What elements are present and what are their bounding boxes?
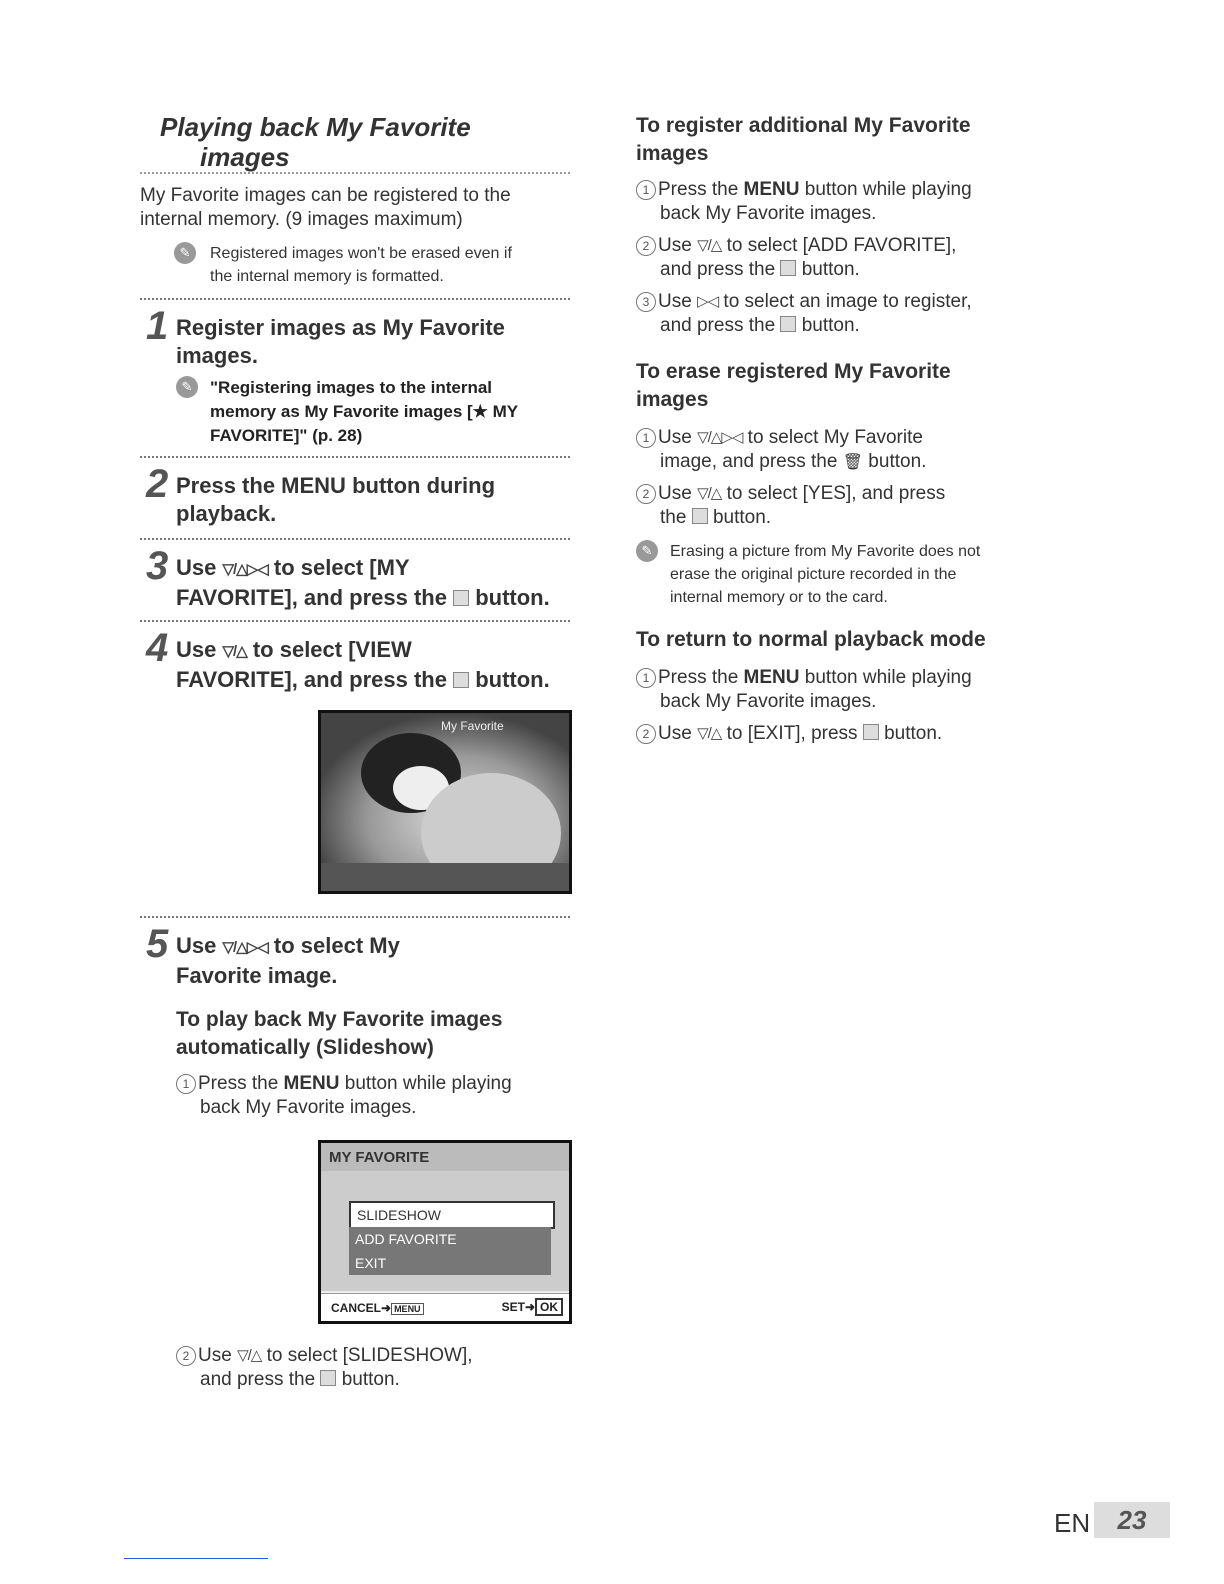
circled-number: 2 xyxy=(636,724,656,744)
step-number: 5 xyxy=(146,922,169,966)
menu-key: MENU xyxy=(283,1073,340,1094)
ok-button-icon xyxy=(692,508,708,524)
circled-number: 2 xyxy=(636,236,656,256)
text: to select [VIEW xyxy=(246,637,412,662)
step2-text xyxy=(176,472,495,528)
intro-line: internal memory. (9 images maximum) xyxy=(140,209,463,230)
menu-title-bar xyxy=(321,1143,569,1171)
note-line: Erasing a picture from My Favorite does not xyxy=(670,543,981,560)
register-heading xyxy=(636,112,971,168)
section-title-line2: images xyxy=(140,142,570,174)
set-label: SET➜ OK xyxy=(502,1300,563,1314)
text: button. xyxy=(796,315,860,336)
circled-number: 2 xyxy=(636,484,656,504)
divider xyxy=(140,620,570,622)
circled-number: 1 xyxy=(636,668,656,688)
circled-number: 3 xyxy=(636,292,656,312)
step3-text xyxy=(176,554,550,612)
text: button while playing xyxy=(799,179,972,200)
divider xyxy=(140,538,570,540)
text: button. xyxy=(336,1369,400,1390)
ref-line: FAVORITE]" (p. 28) xyxy=(210,426,363,445)
step-line: playback. xyxy=(176,501,277,526)
step-number: 4 xyxy=(146,626,169,670)
text: Use xyxy=(658,723,698,744)
circled-number: 1 xyxy=(176,1074,196,1094)
note-line: the internal memory is formatted. xyxy=(210,268,444,285)
note-formatted xyxy=(210,242,512,288)
arrow-keys-icon: ▽/△▷◁ xyxy=(697,429,743,446)
hint-icon: ✎ xyxy=(636,540,664,562)
menu-item-slideshow[interactable]: SLIDESHOW xyxy=(349,1201,555,1229)
text: Use xyxy=(176,933,223,958)
heading-line: automatically (Slideshow) xyxy=(176,1036,434,1059)
menu-title: MY FAVORITE xyxy=(329,1149,430,1166)
circled-number: 1 xyxy=(636,180,656,200)
text: Press the xyxy=(658,667,744,688)
menu-item-exit[interactable]: EXIT xyxy=(349,1251,551,1275)
text: to [EXIT], press xyxy=(721,723,863,744)
erase-step1 xyxy=(636,426,926,475)
text: back My Favorite images. xyxy=(660,203,877,224)
circled-number: 2 xyxy=(176,1346,196,1366)
arrow-keys-icon: ▽/△▷◁ xyxy=(222,561,268,578)
text: image, and press the xyxy=(660,451,843,472)
text: and press the xyxy=(660,259,781,280)
text: to select an image to register, xyxy=(718,291,972,312)
divider xyxy=(140,916,570,918)
text: button while playing xyxy=(339,1073,512,1094)
ok-button-icon xyxy=(453,672,469,688)
text: to select My xyxy=(267,933,400,958)
text: button during xyxy=(345,473,496,498)
step1-reference xyxy=(210,376,518,448)
menu-key: MENU xyxy=(743,179,800,200)
text: to select [ADD FAVORITE], xyxy=(721,235,957,256)
ref-line: "Registering images to the internal xyxy=(210,378,493,397)
note-erasing xyxy=(670,540,980,609)
hint-icon: ✎ xyxy=(174,242,202,264)
text: Press the xyxy=(198,1073,284,1094)
intro-line: My Favorite images can be registered to the xyxy=(140,185,511,206)
arrow-keys-icon: ▽/△ xyxy=(237,1347,262,1364)
text: button. xyxy=(707,507,772,528)
cancel-label: CANCEL➜ MENU xyxy=(331,1301,424,1315)
step1-text xyxy=(176,314,505,370)
note-line: Registered images won't be erased even if xyxy=(210,245,512,262)
text: and press the xyxy=(660,315,781,336)
page-number: 23 xyxy=(1094,1502,1170,1538)
return-step1 xyxy=(636,666,972,714)
trash-icon: 🗑 xyxy=(842,454,864,471)
note-line: erase the original picture recorded in the xyxy=(670,566,957,583)
text: to select [SLIDESHOW], xyxy=(261,1345,473,1366)
ok-button-icon xyxy=(320,1370,336,1386)
menu-key: MENU xyxy=(281,473,346,498)
divider xyxy=(140,456,570,458)
text: FAVORITE], and press the xyxy=(176,667,454,692)
photo-image xyxy=(321,713,569,891)
menu-item-add-favorite[interactable]: ADD FAVORITE xyxy=(349,1227,551,1251)
favorite-photo-screen xyxy=(318,710,572,894)
arrow-keys-icon: ▷◁ xyxy=(697,293,719,310)
divider xyxy=(140,298,570,300)
intro-text xyxy=(140,184,511,232)
text: Press the xyxy=(658,179,744,200)
text: Use xyxy=(176,555,223,580)
step-number: 3 xyxy=(146,544,169,588)
my-favorite-menu-screen xyxy=(318,1140,572,1324)
erase-heading xyxy=(636,358,951,414)
text: button. xyxy=(469,667,550,692)
arrow-keys-icon: ▽/△ xyxy=(697,485,722,502)
text: back My Favorite images. xyxy=(200,1097,417,1118)
text: Use xyxy=(658,483,698,504)
heading-line: To erase registered My Favorite xyxy=(636,360,951,383)
arrow-keys-icon: ▽/△ xyxy=(697,725,722,742)
step-line: images. xyxy=(176,343,258,368)
slideshow-heading xyxy=(176,1006,502,1062)
text: to select [YES], and press xyxy=(721,483,946,504)
menu-key: MENU xyxy=(743,667,800,688)
ref-line: memory as My Favorite images [★ MY xyxy=(210,402,519,421)
step-number: 1 xyxy=(146,304,169,348)
text: button while playing xyxy=(799,667,972,688)
ok-button-icon xyxy=(780,260,796,276)
heading-line: To play back My Favorite images xyxy=(176,1008,503,1031)
step4-text xyxy=(176,636,550,694)
ok-button-icon xyxy=(780,316,796,332)
heading-line: images xyxy=(636,388,709,411)
text: button. xyxy=(878,723,943,744)
photo-overlay-label: My Favorite xyxy=(441,719,504,733)
text: Use xyxy=(176,637,223,662)
text: button. xyxy=(469,585,550,610)
ok-button-icon xyxy=(863,724,879,740)
footer-rule xyxy=(124,1558,268,1559)
text: button. xyxy=(796,259,860,280)
step-line: Favorite image. xyxy=(176,963,338,988)
heading-line: images xyxy=(636,142,709,165)
text: Press the xyxy=(176,473,282,498)
text: Use xyxy=(198,1345,238,1366)
note-line: internal memory or to the card. xyxy=(670,589,888,606)
arrow-keys-icon: ▽/△ xyxy=(222,643,247,660)
register-step3 xyxy=(636,290,972,338)
text: button. xyxy=(863,451,927,472)
menu-footer xyxy=(321,1293,569,1322)
step-line: Register images as My Favorite xyxy=(176,315,505,340)
text: back My Favorite images. xyxy=(660,691,877,712)
text: and press the xyxy=(200,1369,321,1390)
ok-button-icon xyxy=(453,590,469,606)
language-label: EN xyxy=(1054,1508,1091,1538)
arrow-keys-icon: ▽/△▷◁ xyxy=(222,939,268,956)
erase-step2 xyxy=(636,482,945,530)
text: Use xyxy=(658,235,698,256)
register-step1 xyxy=(636,178,972,226)
register-step2 xyxy=(636,234,956,282)
text: FAVORITE], and press the xyxy=(176,585,454,610)
text: to select [MY xyxy=(267,555,410,580)
text: the xyxy=(660,507,692,528)
text: to select My Favorite xyxy=(742,427,923,448)
text: Use xyxy=(658,291,698,312)
text: Use xyxy=(658,427,698,448)
section-title-line1: Playing back My Favorite xyxy=(160,112,471,142)
step-number: 2 xyxy=(146,462,169,506)
circled-number: 1 xyxy=(636,428,656,448)
arrow-keys-icon: ▽/△ xyxy=(697,237,722,254)
return-heading: To return to normal playback mode xyxy=(636,628,986,651)
slideshow-step2 xyxy=(176,1344,473,1392)
step5-text xyxy=(176,932,400,990)
slideshow-step1 xyxy=(176,1072,512,1120)
heading-line: To register additional My Favorite xyxy=(636,114,971,137)
hint-icon: ✎ xyxy=(176,376,204,398)
return-step2 xyxy=(636,722,942,746)
